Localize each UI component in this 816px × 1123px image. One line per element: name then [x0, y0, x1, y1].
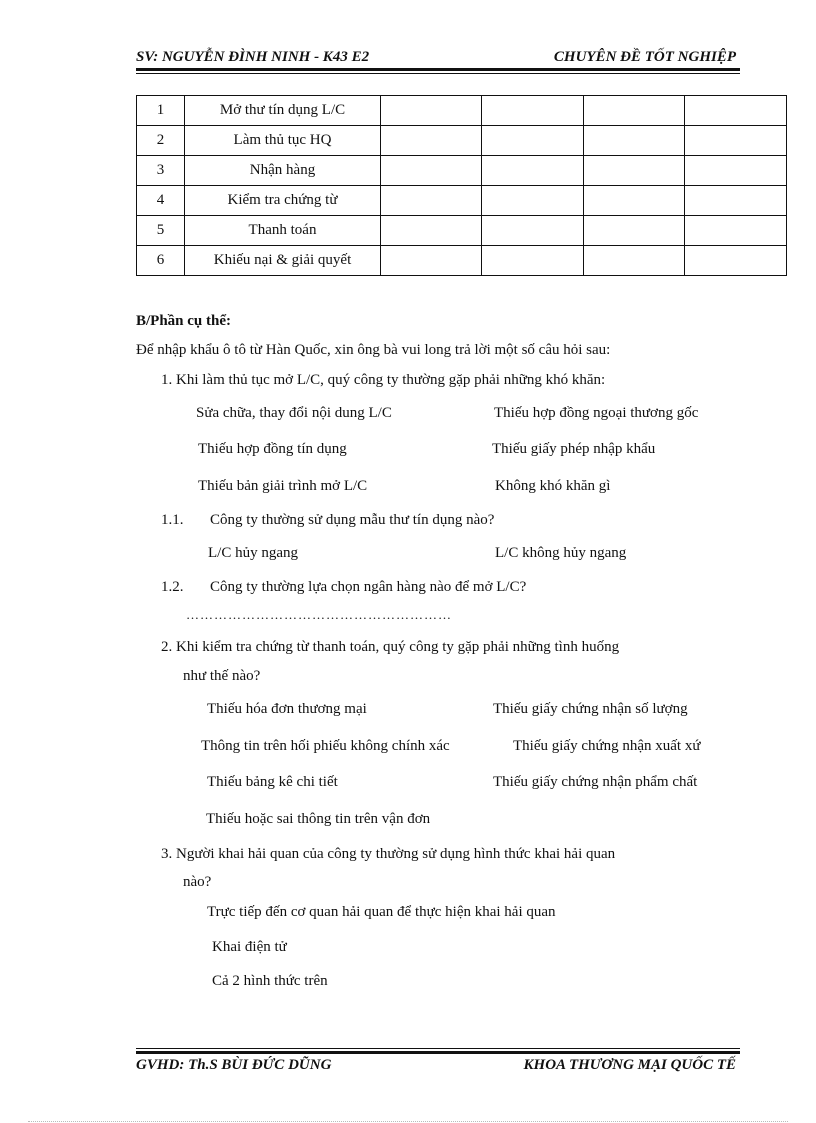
option-item: Sửa chữa, thay đổi nội dung L/C — [196, 405, 392, 421]
table-cell — [685, 156, 787, 186]
header-left: SV: NGUYỄN ĐÌNH NINH - K43 E2 — [136, 49, 370, 65]
option-item: Thiếu giấy chứng nhận phẩm chất — [493, 774, 698, 790]
option-item: Thiếu hoặc sai thông tin trên vận đơn — [206, 811, 431, 827]
row-label: Nhận hàng — [185, 156, 381, 186]
footer-rule-thin — [136, 1048, 740, 1049]
row-number: 1 — [137, 96, 185, 126]
table-cell — [381, 246, 482, 276]
table-row — [137, 156, 787, 186]
option-item: Cả 2 hình thức trên — [212, 973, 328, 989]
option-item: Thiếu giấy phép nhập khẩu — [492, 441, 656, 457]
option-item: L/C hủy ngang — [208, 545, 298, 561]
footer-right: KHOA THƯƠNG MẠI QUỐC TẾ — [523, 1057, 736, 1073]
process-table — [136, 95, 787, 276]
question-1-2: Công ty thường lựa chọn ngân hàng nào để mở L/C? — [210, 579, 527, 595]
table-cell — [584, 156, 685, 186]
option-item: Thiếu giấy chứng nhận xuất xứ — [513, 738, 701, 754]
row-label: Kiểm tra chứng từ — [185, 186, 381, 216]
table-cell — [482, 186, 584, 216]
row-label: Khiếu nại & giải quyết — [185, 246, 381, 276]
table-row — [137, 246, 787, 276]
header-rule-thick — [136, 68, 740, 71]
option-item: Không khó khăn gì — [495, 478, 611, 494]
table-cell — [381, 216, 482, 246]
table-row — [137, 96, 787, 126]
row-number: 4 — [137, 186, 185, 216]
table-cell — [381, 96, 482, 126]
answer-blank: ………………………………………………… — [186, 607, 452, 622]
table-cell — [482, 216, 584, 246]
table-cell — [685, 126, 787, 156]
footer-left: GVHD: Th.S BÙI ĐỨC DŨNG — [136, 1057, 332, 1073]
intro-text: Để nhập khẩu ô tô từ Hàn Quốc, xin ông bà vui long trả lời một số câu hỏi sau: — [136, 342, 611, 358]
option-item: Thiếu giấy chứng nhận số lượng — [493, 701, 688, 717]
table-cell — [482, 246, 584, 276]
row-number: 2 — [137, 126, 185, 156]
table-cell — [685, 246, 787, 276]
option-item: Thông tin trên hối phiếu không chính xác — [201, 738, 450, 754]
question-2-line1: 2. Khi kiểm tra chứng từ thanh toán, quý công ty gặp phải những tình huống — [161, 639, 620, 655]
table-row — [137, 126, 787, 156]
row-label: Thanh toán — [185, 216, 381, 246]
option-item: Thiếu hợp đồng tín dụng — [198, 441, 347, 457]
table-row — [137, 216, 787, 246]
question-1-1-number: 1.1. — [161, 512, 184, 528]
table-cell — [584, 126, 685, 156]
table-cell — [381, 126, 482, 156]
question-1-1: Công ty thường sử dụng mẫu thư tín dụng nào? — [210, 512, 495, 528]
question-1: 1. Khi làm thủ tục mở L/C, quý công ty thường gặp phải những khó khăn: — [161, 372, 606, 388]
table-cell — [685, 186, 787, 216]
row-label: Mở thư tín dụng L/C — [185, 96, 381, 126]
question-2-line2: như thế nào? — [183, 668, 261, 684]
question-3-line2: nào? — [183, 874, 212, 890]
table-cell — [584, 186, 685, 216]
table-cell — [685, 216, 787, 246]
header-right: CHUYÊN ĐỀ TỐT NGHIỆP — [553, 49, 736, 65]
header-rule-thin — [136, 73, 740, 74]
option-item: Thiếu bảng kê chi tiết — [207, 774, 338, 790]
table-cell — [381, 156, 482, 186]
table-cell — [482, 126, 584, 156]
table-cell — [685, 96, 787, 126]
table-cell — [584, 96, 685, 126]
option-item: Thiếu hóa đơn thương mại — [207, 701, 367, 717]
table-row — [137, 186, 787, 216]
row-number: 5 — [137, 216, 185, 246]
table-cell — [381, 186, 482, 216]
row-number: 6 — [137, 246, 185, 276]
table-cell — [482, 96, 584, 126]
question-1-2-number: 1.2. — [161, 579, 184, 595]
table-cell — [584, 216, 685, 246]
option-item: Thiếu bản giải trình mở L/C — [198, 478, 368, 494]
row-number: 3 — [137, 156, 185, 186]
option-item: Khai điện tử — [212, 939, 287, 955]
option-item: L/C không hủy ngang — [495, 545, 627, 561]
option-item: Trực tiếp đến cơ quan hải quan để thực hiện khai hải quan — [207, 904, 556, 920]
option-item: Thiếu hợp đồng ngoại thương gốc — [494, 405, 699, 421]
table-cell — [482, 156, 584, 186]
table-cell — [584, 246, 685, 276]
question-3-line1: 3. Người khai hải quan của công ty thường sử dụng hình thức khai hải quan — [161, 846, 616, 862]
section-title: B/Phần cụ thể: — [136, 313, 232, 329]
row-label: Làm thủ tục HQ — [185, 126, 381, 156]
footer-rule-thick — [136, 1051, 740, 1054]
